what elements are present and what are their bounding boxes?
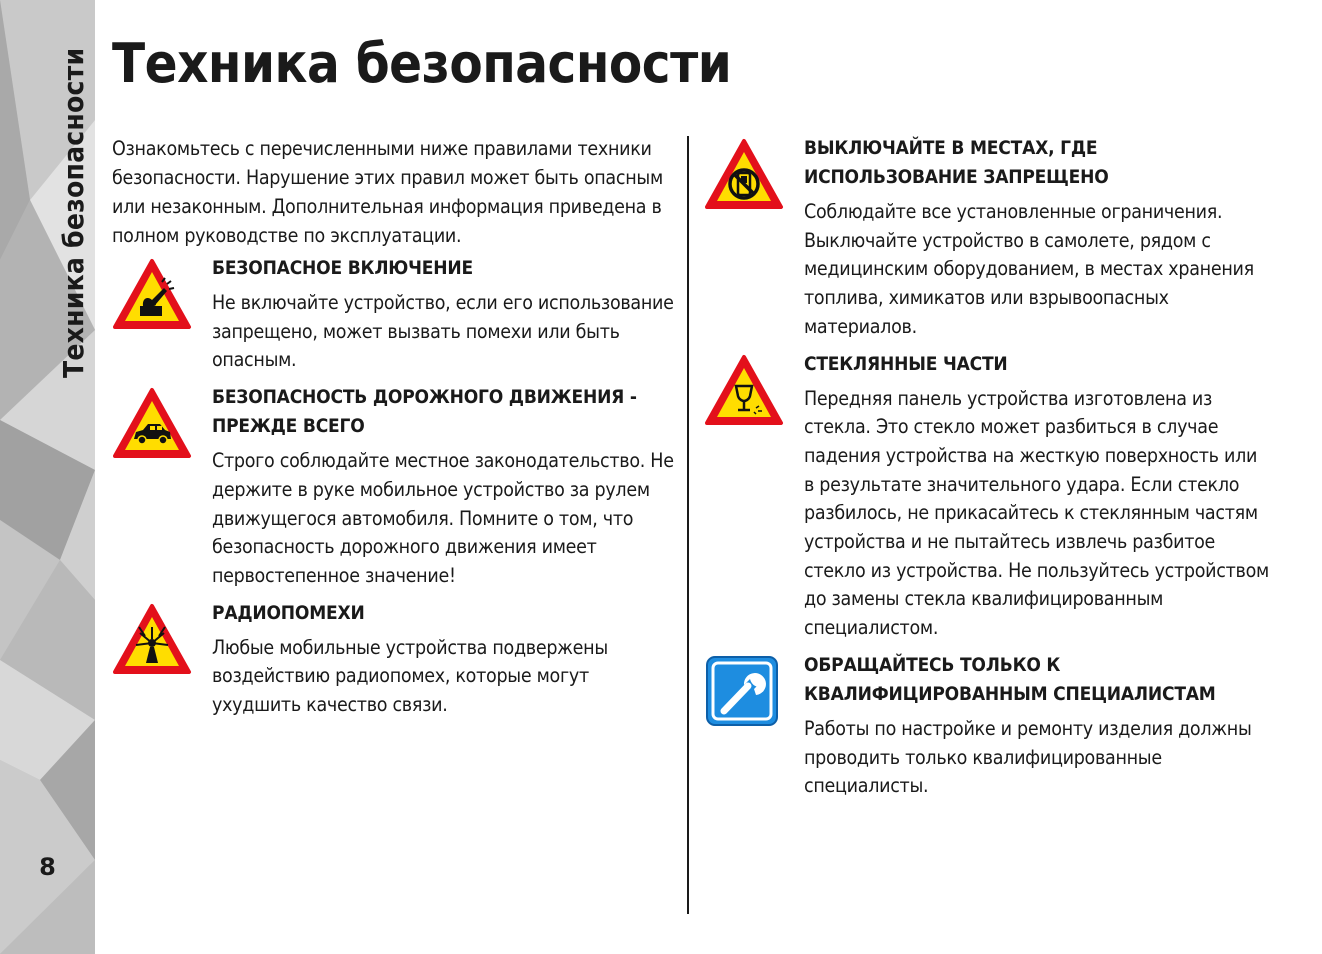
- section-heading: ВЫКЛЮЧАЙТЕ В МЕСТАХ, ГДЕ ИСПОЛЬЗОВАНИЕ ЗАПРЕЩЕНО: [804, 137, 1109, 188]
- glass-parts-icon: [704, 354, 784, 426]
- section-heading: ОБРАЩАЙТЕСЬ ТОЛЬКО К КВАЛИФИЦИРОВАННЫМ СПЕЦИАЛИСТАМ: [804, 653, 1216, 705]
- left-column: [112, 134, 677, 728]
- section-body: Любые мобильные устройства подвержены воздействию радиопомех, которые могут ухудшить качество связи.: [212, 635, 608, 717]
- section-qualified-service: [704, 651, 1269, 801]
- section-heading: СТЕКЛЯННЫЕ ЧАСТИ: [804, 352, 1008, 375]
- section-body: Передняя панель устройства изготовлена из стекла. Это стекло может разбиться в случае падения устройства на жесткую поверхность или в результате значительного удара. Если стекло разбилось, не прикасайтесь к стеклянным частям устройства и не пытайтесь извлечь разбитое стекло из устройства. Не пользуйтесь устройством до замены стекла квалифицированным специалистом.: [804, 386, 1269, 640]
- qualified-service-icon: [704, 655, 784, 727]
- page-number: 8: [39, 853, 56, 881]
- side-tab: [0, 0, 95, 954]
- section-body: Не включайте устройство, если его использование запрещено, может вызвать помехи или быть опасным.: [212, 291, 674, 372]
- column-divider: [687, 136, 689, 914]
- intro-paragraph: Ознакомьтесь с перечисленными ниже правилами техники безопасности. Нарушение этих правил может быть опасным или незаконным. Дополнительная информация приведена в полном руководстве по эксплуатации.: [112, 137, 663, 247]
- section-switch-on-safely: [112, 254, 677, 375]
- section-glass-parts: [704, 350, 1269, 643]
- road-safety-icon: [112, 387, 192, 459]
- section-body: Работы по настройке и ремонту изделия должны проводить только квалифицированные специалисты.: [804, 716, 1252, 798]
- section-heading: БЕЗОПАСНОЕ ВКЛЮЧЕНИЕ: [212, 257, 473, 279]
- interference-icon: [112, 603, 192, 675]
- section-heading: РАДИОПОМЕХИ: [212, 601, 365, 624]
- side-section-title: Техника безопасности: [57, 47, 90, 378]
- section-body: Строго соблюдайте местное законодательство. Не держите в руке мобильное устройство за рулем движущегося автомобиля. Помните о том, что безопасность дорожного движения имеет первостепенное значение!: [212, 449, 674, 587]
- switch-off-restricted-areas-icon: [704, 138, 784, 210]
- right-column: [704, 134, 1269, 809]
- section-road-safety: [112, 383, 677, 591]
- section-interference: [112, 599, 677, 720]
- page-title: Техника безопасности: [112, 32, 732, 95]
- section-heading: БЕЗОПАСНОСТЬ ДОРОЖНОГО ДВИЖЕНИЯ - ПРЕЖДЕ ВСЕГО: [212, 386, 637, 438]
- switch-on-safely-icon: [112, 258, 192, 330]
- section-body: Соблюдайте все установленные ограничения. Выключайте устройство в самолете, рядом с медицинским оборудованием, в местах хранения топлива, химикатов или взрывоопасных материалов.: [804, 200, 1254, 338]
- section-switch-off-restricted: [704, 134, 1269, 342]
